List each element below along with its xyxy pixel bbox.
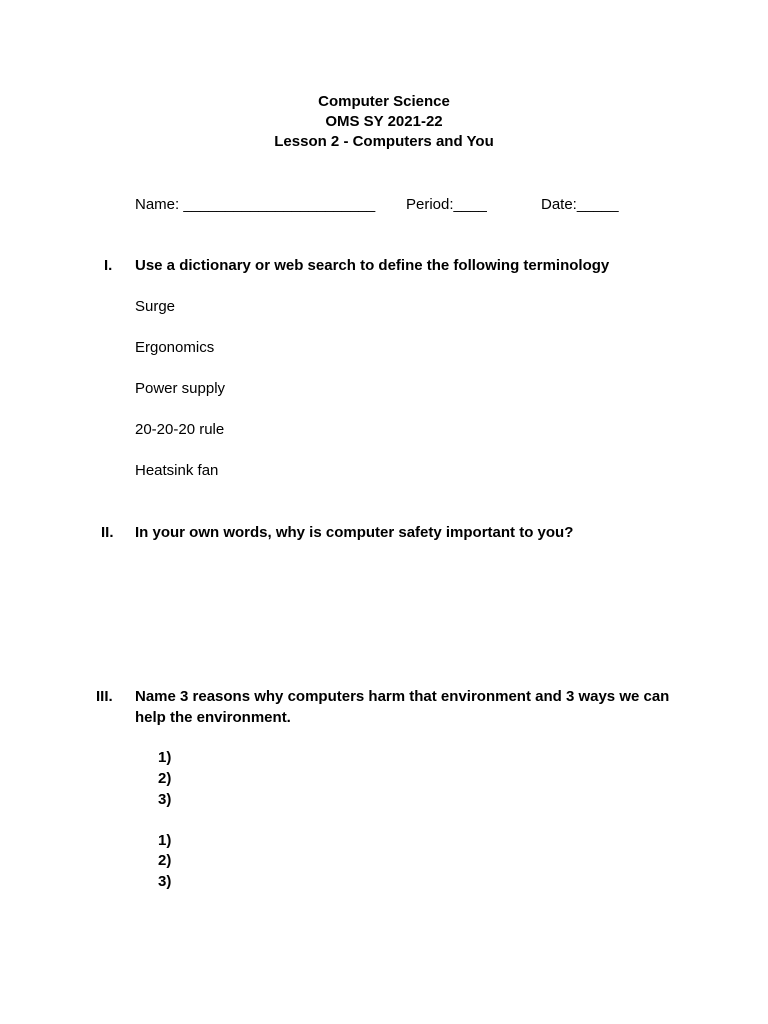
date-field[interactable]: Date:_____ — [541, 196, 619, 213]
list-a-item: 3) — [158, 791, 172, 808]
lesson-title: Lesson 2 - Computers and You — [274, 133, 494, 150]
term-item: Surge — [135, 298, 176, 315]
section-2-numeral: II. — [101, 524, 114, 541]
document-title: Computer Science — [318, 93, 450, 110]
school-year: OMS SY 2021-22 — [325, 113, 443, 130]
term-item: 20-20-20 rule — [135, 421, 225, 438]
period-field[interactable]: Period:____ — [406, 196, 487, 213]
list-b-item: 1) — [158, 832, 172, 849]
section-3-prompt-line-1: Name 3 reasons why computers harm that environment and 3 ways we can — [135, 688, 670, 705]
name-field[interactable]: Name: _______________________ — [135, 196, 376, 213]
section-1-prompt: Use a dictionary or web search to define the following terminology — [135, 257, 610, 274]
section-2-prompt: In your own words, why is computer safety important to you? — [135, 524, 574, 541]
term-item: Power supply — [135, 380, 226, 397]
section-3-prompt-line-2: help the environment. — [135, 709, 291, 726]
term-item: Ergonomics — [135, 339, 215, 356]
list-a-item: 1) — [158, 749, 172, 766]
term-item: Heatsink fan — [135, 462, 219, 479]
list-b-item: 3) — [158, 873, 172, 890]
list-a-item: 2) — [158, 770, 172, 787]
section-3-numeral: III. — [96, 688, 113, 705]
list-b-item: 2) — [158, 852, 172, 869]
section-1-numeral: I. — [104, 257, 113, 274]
